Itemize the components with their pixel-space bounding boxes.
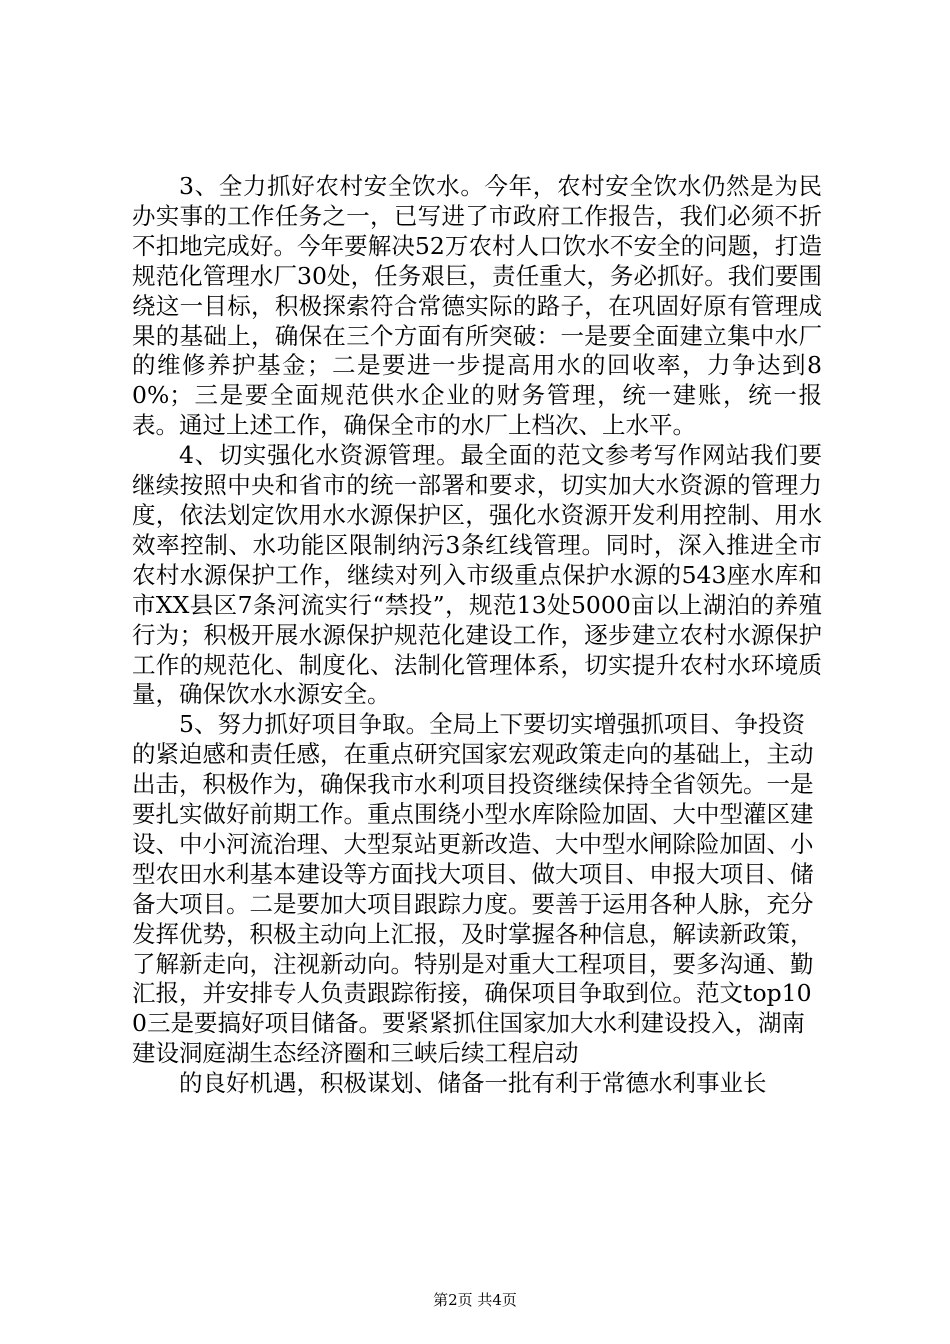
document-body: [132, 172, 822, 1099]
paragraph-continuation: 的良好机遇，积极谋划、储备一批有利于常德水利事业长: [179, 1069, 767, 1098]
page-footer: 第2页 共4页: [433, 1291, 517, 1309]
paragraph-project-acquisition: 5、努力抓好项目争取。全局上下要切实增强抓项目、争投资的紧迫感和责任感，在重点研究国家宏观政策走向的基础上，主动出击，积极作为，确保我市水利项目投资继续保持全省领先。一是要扎实做好前期工作。重点围绕小型水库除险加固、大中型灌区建设、中小河流治理、大型泵站更新改造、大中型水闸除险加固、小型农田水利基本建设等方面找大项目、做大项目、申报大项目、储备大项目。二是要加大项目跟踪力度。要善于运用各种人脉，充分发挥优势，积极主动向上汇报，及时掌握各种信息，解读新政策，了解新走向，注视新动向。特别是对重大工程项目，要多沟通、勤汇报，并安排专人负责跟踪衔接，确保项目争取到位。范文top100三是要搞好项目储备。要紧紧抓住国家加大水利建设投入，湖南建设洞庭湖生态经济圈和三峡后续工程启动: [132, 710, 814, 1068]
paragraph-water-resource-management: 4、切实强化水资源管理。最全面的范文参考写作网站我们要继续按照中央和省市的统一部署和要求，切实加大水资源的管理力度，依法划定饮用水水源保护区，强化水资源开发利用控制、用水效率控制、水功能区限制纳污3条红线管理。同时，深入推进全市农村水源保护工作，继续对列入市级重点保护水源的543座水库和市XX县区7条河流实行“禁投”，规范13处5000亩以上湖泊的养殖行为；积极开展水源保护规范化建设工作，逐步建立农村水源保护工作的规范化、制度化、法制化管理体系，切实提升农村水环境质量，确保饮水水源安全。: [132, 441, 822, 709]
paragraph-rural-drinking-water: 3、全力抓好农村安全饮水。今年，农村安全饮水仍然是为民办实事的工作任务之一，已写进了市政府工作报告，我们必须不折不扣地完成好。今年要解决52万农村人口饮水不安全的问题，打造规范化管理水厂30处，任务艰巨，责任重大，务必抓好。我们要围绕这一目标，积极探索符合常德实际的路子，在巩固好原有管理成果的基础上，确保在三个方面有所突破：一是要全面建立集中水厂的维修养护基金；二是要进一步提高用水的回收率，力争达到80%；三是要全面规范供水企业的财务管理，统一建账，统一报表。通过上述工作，确保全市的水厂上档次、上水平。: [132, 172, 822, 440]
